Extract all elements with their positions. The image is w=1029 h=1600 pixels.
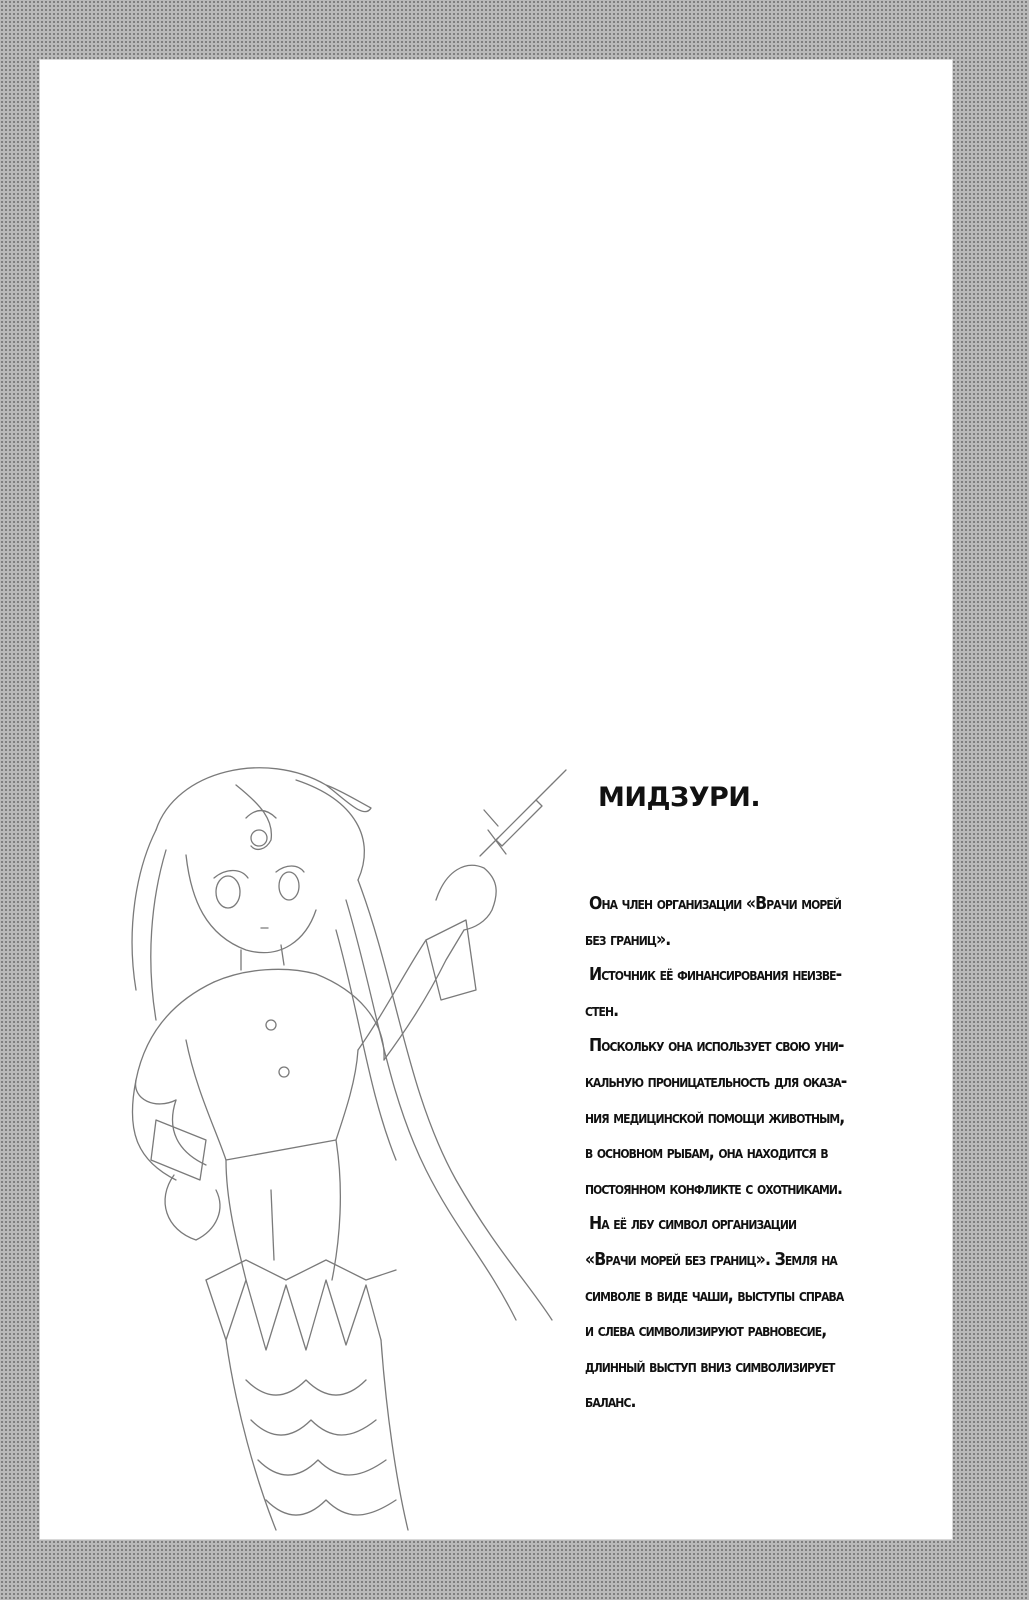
character-sketch [96, 760, 606, 1540]
bio-line: Она член организации «Врачи морей [589, 894, 842, 914]
bio-line: кальную проницательность для оказа- [585, 1071, 847, 1092]
bio-line: На её лбу символ организации [589, 1214, 797, 1235]
bio-line: Поскольку она использует свою уни- [589, 1036, 844, 1057]
character-bio [585, 887, 985, 1421]
bio-line: «Врачи морей без границ». Земля на [585, 1249, 837, 1270]
bio-line: постоянном конфликте с охотниками. [585, 1178, 843, 1199]
character-name: МИДЗУРИ. [598, 782, 761, 813]
bio-line: без границ». [585, 929, 671, 950]
bio-line: и слева символизируют равновесие, [585, 1321, 827, 1342]
bio-line: в основном рыбам, она находится в [585, 1143, 828, 1164]
bio-line: длинный выступ вниз символизирует [585, 1356, 835, 1377]
bio-line: ния медицинской помощи животным, [585, 1107, 845, 1128]
bio-line: стен. [585, 1000, 619, 1021]
bio-line: символе в виде чаши, выступы справа [585, 1285, 844, 1306]
bio-line: баланс. [585, 1392, 636, 1413]
syringe-icon [480, 770, 566, 856]
page-panel [40, 60, 952, 1539]
bio-line: Источник её финансирования неизве- [589, 965, 842, 986]
